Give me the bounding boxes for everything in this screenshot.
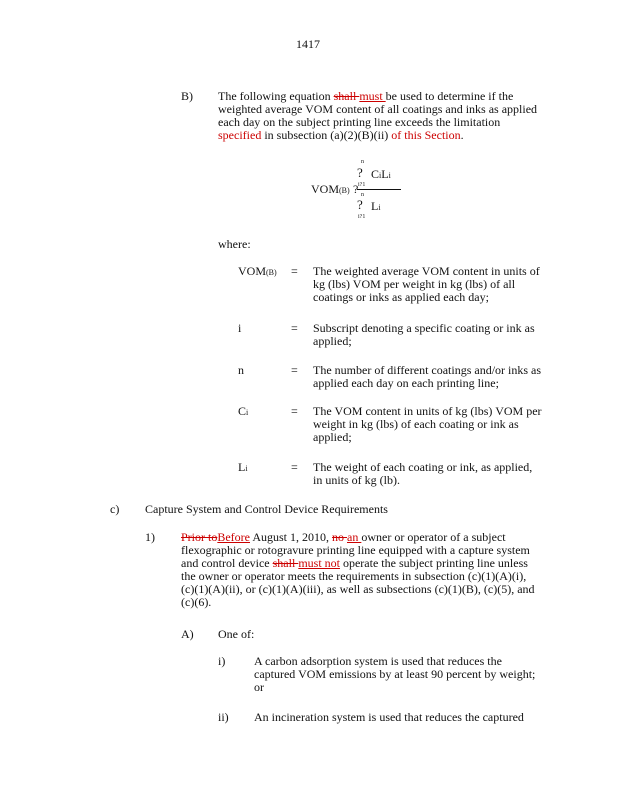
section-b-line-4: specified in subsection (a)(2)(B)(ii) of this Section. bbox=[218, 128, 464, 142]
def-line: kg (lbs) VOM per weight in kg (lbs) of all bbox=[313, 277, 516, 291]
item-i-label: i) bbox=[218, 654, 226, 668]
denominator-sum-symbol: ? bbox=[357, 197, 363, 212]
item-ii-label: ii) bbox=[218, 710, 229, 724]
def-symbol-n: n bbox=[238, 363, 244, 377]
item-a-label: A) bbox=[181, 627, 194, 641]
def-symbol-i: i bbox=[238, 321, 242, 335]
section-b-label: B) bbox=[181, 89, 193, 103]
item-i-text bbox=[254, 655, 554, 694]
denominator-bottom-limit: i?1 bbox=[358, 214, 366, 220]
def-symbol-c: Ci bbox=[238, 404, 249, 418]
item-1-line-4: the owner or operator meets the requirements in subsection (c)(1)(A)(i), bbox=[181, 569, 527, 583]
def-line: weight in kg (lbs) of each coating or ink as bbox=[313, 417, 519, 431]
def-line: The weight of each coating or ink, as applied, bbox=[313, 460, 533, 474]
def-text-n bbox=[313, 364, 553, 390]
numerator-terms: CiLi bbox=[371, 167, 391, 181]
def-equals: = bbox=[291, 264, 298, 278]
item-ii-text bbox=[254, 711, 554, 724]
def-line: applied; bbox=[313, 334, 352, 348]
equation-lhs: VOM(B) bbox=[311, 182, 350, 196]
def-equals: = bbox=[291, 404, 298, 418]
where-label: where: bbox=[218, 237, 251, 251]
vom-equation bbox=[300, 158, 410, 220]
sum-top-limit: n bbox=[361, 159, 364, 165]
sum-bottom-limit: i?1 bbox=[358, 182, 366, 188]
item-1-label: 1) bbox=[145, 530, 155, 544]
def-text-c bbox=[313, 405, 553, 444]
section-b-line-1: The following equation shall must be used to determine if the bbox=[218, 89, 514, 103]
denominator-term: Li bbox=[371, 199, 381, 213]
def-equals: = bbox=[291, 363, 298, 377]
def-line: coatings or inks as applied each day; bbox=[313, 290, 489, 304]
def-text-i bbox=[313, 322, 553, 348]
def-line: The number of different coatings and/or inks as bbox=[313, 363, 542, 377]
def-text-vom bbox=[313, 265, 553, 304]
def-line: in units of kg (lb). bbox=[313, 473, 400, 487]
item-a-text: One of: bbox=[218, 627, 255, 641]
def-equals: = bbox=[291, 321, 298, 335]
def-symbol-vom: VOM(B) bbox=[238, 264, 277, 278]
def-line: Subscript denoting a specific coating or ink as bbox=[313, 321, 535, 335]
item-ii-line: An incineration system is used that reduces the captured bbox=[254, 710, 524, 724]
item-1-line-6: (c)(6). bbox=[181, 595, 212, 609]
section-b-line-3: each day on the subject printing line exceeds the limitation bbox=[218, 115, 501, 129]
item-i-line: or bbox=[254, 680, 264, 694]
def-line: applied; bbox=[313, 430, 352, 444]
section-b-text bbox=[218, 90, 558, 142]
item-i-line: A carbon adsorption system is used that reduces the bbox=[254, 654, 502, 668]
def-text-l bbox=[313, 461, 553, 487]
equation-equals: ? bbox=[353, 182, 359, 196]
def-symbol-l: Li bbox=[238, 460, 248, 474]
item-1-line-1: Prior toBefore August 1, 2010, no an owner or operator of a subject bbox=[181, 530, 506, 544]
def-line: The weighted average VOM content in units of bbox=[313, 264, 540, 278]
def-line: applied each day on each printing line; bbox=[313, 376, 499, 390]
page-number: 1417 bbox=[296, 37, 320, 51]
section-c-label: c) bbox=[110, 502, 120, 516]
sum-symbol: ? bbox=[357, 165, 363, 180]
def-line: The VOM content in units of kg (lbs) VOM per bbox=[313, 404, 542, 418]
section-c-heading: Capture System and Control Device Requirements bbox=[145, 502, 388, 516]
fraction-bar bbox=[357, 189, 401, 190]
item-1-line-5: (c)(1)(A)(ii), or (c)(1)(A)(iii), as well as subsections (c)(1)(B), (c)(5), and bbox=[181, 582, 535, 596]
item-1-line-3: and control device shall must not operate the subject printing line unless bbox=[181, 556, 528, 570]
item-1-line-2: flexographic or rotogravure printing line equipped with a capture system bbox=[181, 543, 530, 557]
section-b-line-2: weighted average VOM content of all coatings and inks as applied bbox=[218, 102, 538, 116]
def-equals: = bbox=[291, 460, 298, 474]
denominator-top-limit: n bbox=[361, 192, 364, 198]
item-i-line: captured VOM emissions by at least 90 percent by weight; bbox=[254, 667, 536, 681]
item-1-text bbox=[181, 531, 561, 609]
